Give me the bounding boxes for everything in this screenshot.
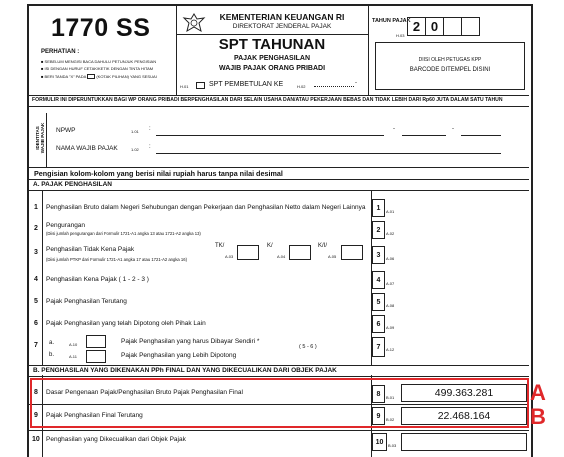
identity-side-label-1: IDENTITAS: [35, 126, 40, 150]
form-id: 1770 SS: [51, 14, 151, 42]
npwp-colon: :: [149, 126, 151, 132]
pembetulan-checkbox[interactable]: [196, 82, 205, 89]
row-number: 2: [376, 226, 381, 234]
row-10-label: Penghasilan yang Dikecualikan dari Objek Pajak: [46, 436, 186, 443]
npwp-field[interactable]: [402, 135, 446, 136]
marker-a: A: [530, 380, 546, 405]
row-3-numbox: [372, 246, 385, 264]
row-5-numbox: [372, 293, 385, 311]
npwp-code: 1.01: [131, 129, 139, 134]
row-number: 9: [34, 412, 38, 419]
page-subtitle-2: WAJIB PAJAK ORANG PRIBADI: [218, 65, 326, 72]
tahun-pajak-code: H.03: [396, 33, 405, 38]
row-3-label: Penghasilan Tidak Kena Pajak: [46, 246, 135, 253]
nama-field[interactable]: [156, 153, 501, 154]
ptkp-ki-field[interactable]: [341, 245, 363, 260]
ptkp-tk-label: TK/: [215, 243, 225, 249]
row-7a-label: Pajak Penghasilan yang harus Dibayar Sendiri *: [121, 338, 260, 345]
row-10-value[interactable]: [401, 433, 527, 451]
nama-label: NAMA WAJIB PAJAK: [56, 145, 118, 152]
ministry-name: KEMENTERIAN KEUANGAN RI: [219, 12, 345, 22]
npwp-field[interactable]: [156, 135, 384, 136]
section-a-title: A. PAJAK PENGHASILAN: [29, 179, 529, 191]
code-h02: H.02: [297, 84, 306, 89]
npwp-dash: -: [452, 126, 454, 132]
tahun-digit: [444, 18, 462, 35]
row-number: 10: [32, 436, 40, 443]
tahun-digit: 2: [408, 18, 426, 35]
row-code: A.07: [386, 281, 395, 286]
nama-code: 1.02: [131, 147, 139, 152]
tahun-digit: 0: [426, 18, 444, 35]
row-number: 7: [376, 343, 381, 351]
row-8-value[interactable]: 499.363.281: [401, 384, 527, 402]
npwp-label: NPWP: [56, 127, 76, 134]
npwp-dash: -: [393, 126, 395, 132]
tahun-digit: [462, 18, 479, 35]
row-7b-code: A.11: [69, 354, 77, 359]
identity-side-label-2: WAJIB PAJAK: [40, 122, 45, 154]
tahun-pajak-label: TAHUN PAJAK: [372, 18, 411, 24]
row-3-sub: (Diisi jumlah PTKP dari Formulir 1721-A1 angka 17 atau 1721-A2 angka 16): [46, 257, 187, 262]
row-number: 6: [34, 320, 38, 327]
sample-checkbox: [87, 74, 95, 79]
row-number: 3: [376, 251, 381, 259]
row-number: 8: [34, 389, 38, 396]
row-7a-code: A.10: [69, 342, 78, 347]
ptkp-k-field[interactable]: [289, 245, 311, 260]
row-number: 10: [375, 438, 384, 446]
row-9-label: Pajak Penghasilan Final Terutang: [46, 412, 143, 419]
ptkp-k-label: K/: [267, 243, 273, 249]
row-number: 1: [34, 204, 38, 211]
row-7a-checkbox[interactable]: [86, 335, 106, 348]
perhatian-item: ISI DENGAN HURUF CETAK/KETIK DENGAN TINTA HITAM: [44, 66, 154, 71]
marker-b: B: [530, 404, 546, 429]
row-5-label: Pajak Penghasilan Terutang: [46, 298, 127, 305]
row-code: A.09: [386, 325, 395, 330]
perhatian-item: (KOTAK PILIHAN) YANG SESUAI: [96, 74, 157, 79]
row-1-label: Penghasilan Bruto dalam Negeri Sehubungan dengan Pekerjaan dan Penghasilan Netto dalam Negeri Lainnya: [46, 204, 366, 211]
nama-colon: :: [149, 144, 151, 150]
row-number: 5: [376, 298, 381, 306]
row-9-value[interactable]: 22.468.164: [401, 407, 527, 425]
row-number: 8: [376, 390, 381, 398]
row-code: B.02: [386, 417, 395, 422]
row-4-label: Penghasilan Kena Pajak ( 1 - 2 - 3 ): [46, 276, 149, 283]
row-code: A.01: [386, 209, 395, 214]
perhatian-list: ■ SEBELUM MENGISI BACA DAHULU PETUNJUK PENGISIAN ■ ISI DENGAN HURUF CETAK/KETIK DENGAN TINTA HITAM ■ BERI TANDA "X" PADA (KOTAK PILIHAN) YANG SESUAI: [41, 59, 157, 79]
row-code: A.02: [386, 231, 395, 236]
row-number: 3: [34, 249, 38, 256]
pengisian-note: Pengisian kolom-kolom yang berisi nilai rupiah harus tanpa nilai desimal: [34, 169, 283, 178]
row-code: A.08: [386, 303, 395, 308]
row-number: 4: [376, 276, 381, 284]
ptkp-k-code: A.04: [277, 254, 286, 259]
row-4-numbox: [372, 271, 385, 289]
perhatian-title: PERHATIAN :: [41, 49, 80, 55]
tahun-pajak-field[interactable]: [407, 17, 480, 36]
row-number: 1: [376, 204, 381, 212]
garuda-emblem-icon: [182, 12, 206, 34]
row-7b-letter: b.: [49, 352, 55, 358]
npwp-field[interactable]: [461, 135, 501, 136]
pembetulan-dash: -: [355, 80, 357, 86]
row-2-label: Pengurangan: [46, 222, 86, 229]
row-10-numbox: [372, 433, 387, 451]
kpp-note: DIISI OLEH PETUGAS KPP: [418, 57, 482, 63]
ptkp-ki-code: A.05: [328, 254, 337, 259]
row-number: 5: [34, 298, 38, 305]
row-7b-checkbox[interactable]: [86, 350, 106, 363]
row-number: 9: [376, 412, 381, 420]
row-2-sub: (Diisi jumlah pengurangan dari Formulir 1721-A1 angka 13 atau 1721-A2 angka 13): [46, 231, 201, 236]
page-subtitle-1: PAJAK PENGHASILAN: [233, 55, 311, 62]
ptkp-tk-field[interactable]: [237, 245, 259, 260]
row-7-numbox: [372, 337, 385, 357]
identity-side-label: [35, 113, 45, 163]
barcode-label: BARCODE DITEMPEL DISINI: [409, 67, 491, 73]
row-2-numbox: [372, 221, 385, 239]
row-8-label: Dasar Pengenaan Pajak/Penghasilan Bruto Pajak Penghasilan Final: [46, 389, 243, 396]
ptkp-tk-code: A.03: [225, 254, 234, 259]
highlight-frame: [30, 378, 529, 428]
row-number: 4: [34, 276, 38, 283]
row-code: A.12: [386, 347, 395, 352]
row-6-numbox: [372, 315, 385, 333]
form-intro: FORMULIR INI DIPERUNTUKKAN BAGI WP ORANG PRIBADI BERPENGHASILAN DARI SELAIN USAHA DAN/ATAU PEKERJAAN BEBAS DAN TIDAK LEBIH DARI Rp60 JUTA DALAM SATU TAHUN: [32, 97, 503, 103]
row-7a-letter: a.: [49, 340, 55, 346]
directorate-name: DIREKTORAT JENDERAL PAJAK: [232, 23, 332, 30]
row-7b-label: Pajak Penghasilan yang Lebih Dipotong: [121, 352, 237, 359]
row-number: 2: [34, 225, 38, 232]
section-b-title: B. PENGHASILAN YANG DIKENAKAN PPh FINAL DAN YANG DIKECUALIKAN DARI OBJEK PAJAK: [29, 365, 529, 377]
row-code: A.06: [386, 256, 395, 261]
page-title: SPT TAHUNAN: [218, 36, 326, 53]
row-code: B.03: [388, 443, 397, 448]
code-h01: H.01: [180, 84, 189, 89]
barcode-box: [375, 42, 525, 90]
row-number: 7: [34, 342, 38, 349]
pembetulan-label: SPT PEMBETULAN KE: [209, 81, 284, 88]
perhatian-item: BERI TANDA "X" PADA: [44, 74, 87, 79]
row-1-numbox: [372, 199, 385, 217]
row-number: 6: [376, 320, 381, 328]
pembetulan-field[interactable]: [314, 86, 354, 87]
ptkp-ki-label: K/I/: [318, 243, 328, 249]
perhatian-item: SEBELUM MENGISI BACA DAHULU PETUNJUK PENGISIAN: [44, 59, 157, 64]
row-6-label: Pajak Penghasilan yang telah Dipotong oleh Pihak Lain: [46, 320, 206, 327]
row-7-formula: ( 5 - 6 ): [299, 344, 317, 350]
row-code: B.01: [386, 395, 395, 400]
